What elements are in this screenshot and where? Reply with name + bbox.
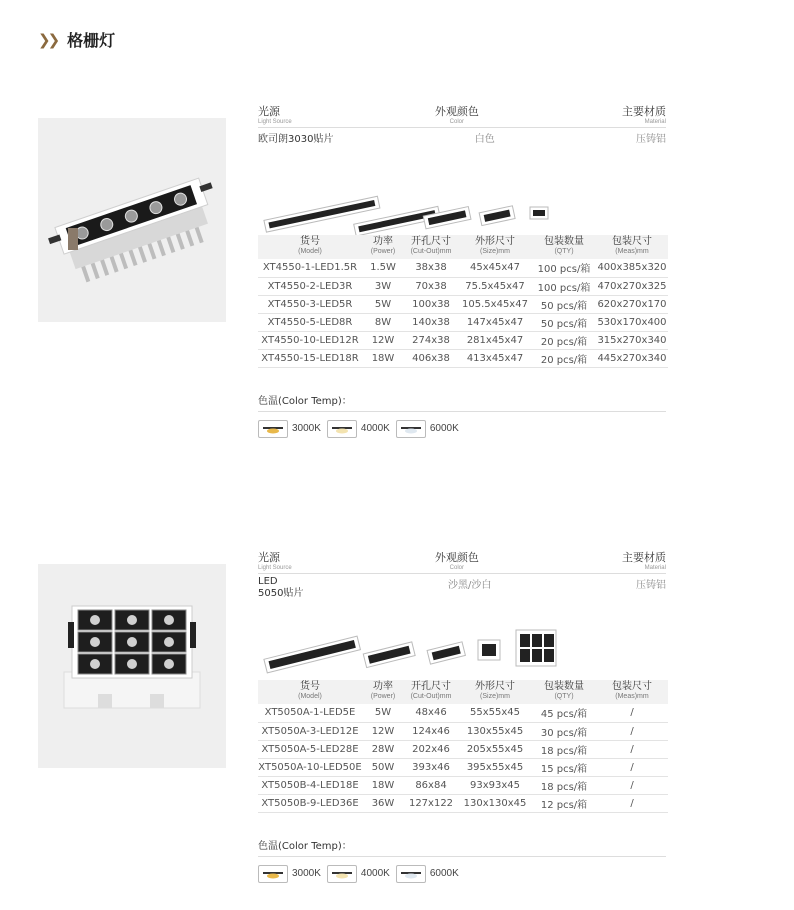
color-swatch <box>336 428 348 433</box>
product-info <box>258 552 666 883</box>
model-thumbnails <box>258 189 666 235</box>
product-photo <box>38 564 226 768</box>
table-row: XT4550-1-LED1.5R 1.5W 38x38 45x45x47 100 pcs/箱 400x385x320 <box>258 259 668 277</box>
color-label-en: Color <box>449 119 465 125</box>
spec-values <box>258 576 666 600</box>
material-label: 主要材质 <box>621 551 666 564</box>
table-row: XT5050A-10-LED50E 50W 393x46 395x55x45 15 pcs/箱 / <box>258 758 668 776</box>
color-swatch <box>405 873 417 878</box>
color-temp-label-4000k: 4000K <box>360 868 390 879</box>
color-swatch <box>405 428 417 433</box>
light-source-value: LED 5050贴片 <box>258 576 304 599</box>
downlight-warm-icon <box>258 865 288 883</box>
table-row: XT5050A-3-LED12E 12W 124x46 130x55x45 30 pcs/箱 / <box>258 722 668 740</box>
table-row: XT4550-3-LED5R 5W 100x38 105.5x45x47 50 pcs/箱 620x270x170 <box>258 295 668 313</box>
color-temp-6000k[interactable] <box>396 865 459 883</box>
color-temp-section <box>258 392 666 438</box>
table-row: XT5050B-4-LED18E 18W 86x84 93x93x45 18 pcs/箱 / <box>258 776 668 794</box>
color-temp-label-6000k: 6000K <box>429 423 459 434</box>
material-label-en: Material <box>644 565 666 571</box>
material-label: 主要材质 <box>621 105 666 118</box>
color-temp-3000k[interactable] <box>258 420 321 438</box>
product-info <box>258 106 666 438</box>
color-temp-label-6000k: 6000K <box>429 868 459 879</box>
spec-values <box>258 130 666 145</box>
color-temp-label-3000k: 3000K <box>292 868 321 879</box>
col-meas: 包装尺寸 (Meas)mm <box>596 235 668 259</box>
product-photo <box>38 118 226 322</box>
color-value: 白色 <box>474 134 495 145</box>
table-row: XT5050B-9-LED36E 36W 127x122 130x130x45 12 pcs/箱 / <box>258 794 668 812</box>
material-value: 压铸铝 <box>635 580 666 591</box>
color-swatch <box>336 873 348 878</box>
downlight-neutral-icon <box>327 420 357 438</box>
light-source-label-en: Light Source <box>258 119 292 125</box>
table-row: XT4550-2-LED3R 3W 70x38 75.5x45x47 100 pcs/箱 470x270x325 <box>258 277 668 295</box>
downlight-neutral-icon <box>327 865 357 883</box>
col-cutout: 开孔尺寸 (Cut-Out)mm <box>404 680 458 704</box>
spec-header <box>258 106 666 128</box>
model-table <box>258 680 668 813</box>
col-size: 外形尺寸 (Size)mm <box>458 680 532 704</box>
color-temp-3000k[interactable] <box>258 865 321 883</box>
color-temp-label: 色温(Color Temp)： <box>258 392 666 412</box>
col-model: 货号 (Model) <box>258 235 362 259</box>
light-source-label-en: Light Source <box>258 565 292 571</box>
color-label-en: Color <box>449 565 465 571</box>
spec-header <box>258 552 666 574</box>
downlight-cool-icon <box>396 420 426 438</box>
color-temp-4000k[interactable] <box>327 420 390 438</box>
light-source-label: 光源 <box>258 105 280 118</box>
color-swatch <box>267 428 279 433</box>
col-power: 功率 (Power) <box>362 235 404 259</box>
color-temp-label-3000k: 3000K <box>292 423 321 434</box>
downlight-cool-icon <box>396 865 426 883</box>
col-meas: 包装尺寸 (Meas)mm <box>596 680 668 704</box>
model-table <box>258 235 668 368</box>
table-header-row <box>258 235 668 259</box>
table-row: XT4550-10-LED12R 12W 274x38 281x45x47 20 pcs/箱 315x270x340 <box>258 331 668 349</box>
table-row: XT5050A-1-LED5E 5W 48x46 55x55x45 45 pcs/箱 / <box>258 704 668 722</box>
page-title: 格栅灯 <box>67 31 116 50</box>
color-temp-label-4000k: 4000K <box>360 423 390 434</box>
col-model: 货号 (Model) <box>258 680 362 704</box>
color-label: 外观颜色 <box>434 105 479 118</box>
table-row: XT4550-15-LED18R 18W 406x38 413x45x47 20 pcs/箱 445x270x340 <box>258 349 668 367</box>
material-label-en: Material <box>644 119 666 125</box>
section-heading <box>38 28 115 51</box>
col-cutout: 开孔尺寸 (Cut-Out)mm <box>404 235 458 259</box>
col-size: 外形尺寸 (Size)mm <box>458 235 532 259</box>
table-header-row <box>258 680 668 704</box>
color-temp-6000k[interactable] <box>396 420 459 438</box>
color-temp-4000k[interactable] <box>327 865 390 883</box>
downlight-warm-icon <box>258 420 288 438</box>
double-chevron-icon: ❯❯ <box>38 31 58 49</box>
color-value: 沙黑/沙白 <box>448 580 492 591</box>
table-row: XT5050A-5-LED28E 28W 202x46 205x55x45 18 pcs/箱 / <box>258 740 668 758</box>
color-label: 外观颜色 <box>434 551 479 564</box>
col-qty: 包装数量 (QTY) <box>532 235 596 259</box>
color-temp-options <box>258 420 666 438</box>
col-power: 功率 (Power) <box>362 680 404 704</box>
color-swatch <box>267 873 279 878</box>
model-thumbnails <box>258 620 666 678</box>
table-row: XT4550-5-LED8R 8W 140x38 147x45x47 50 pcs/箱 530x170x400 <box>258 313 668 331</box>
color-temp-options <box>258 865 666 883</box>
color-temp-section <box>258 837 666 883</box>
col-qty: 包装数量 (QTY) <box>532 680 596 704</box>
material-value: 压铸铝 <box>635 134 666 145</box>
light-source-label: 光源 <box>258 551 280 564</box>
color-temp-label: 色温(Color Temp)： <box>258 837 666 857</box>
light-source-value: 欧司朗3030贴片 <box>258 134 334 145</box>
